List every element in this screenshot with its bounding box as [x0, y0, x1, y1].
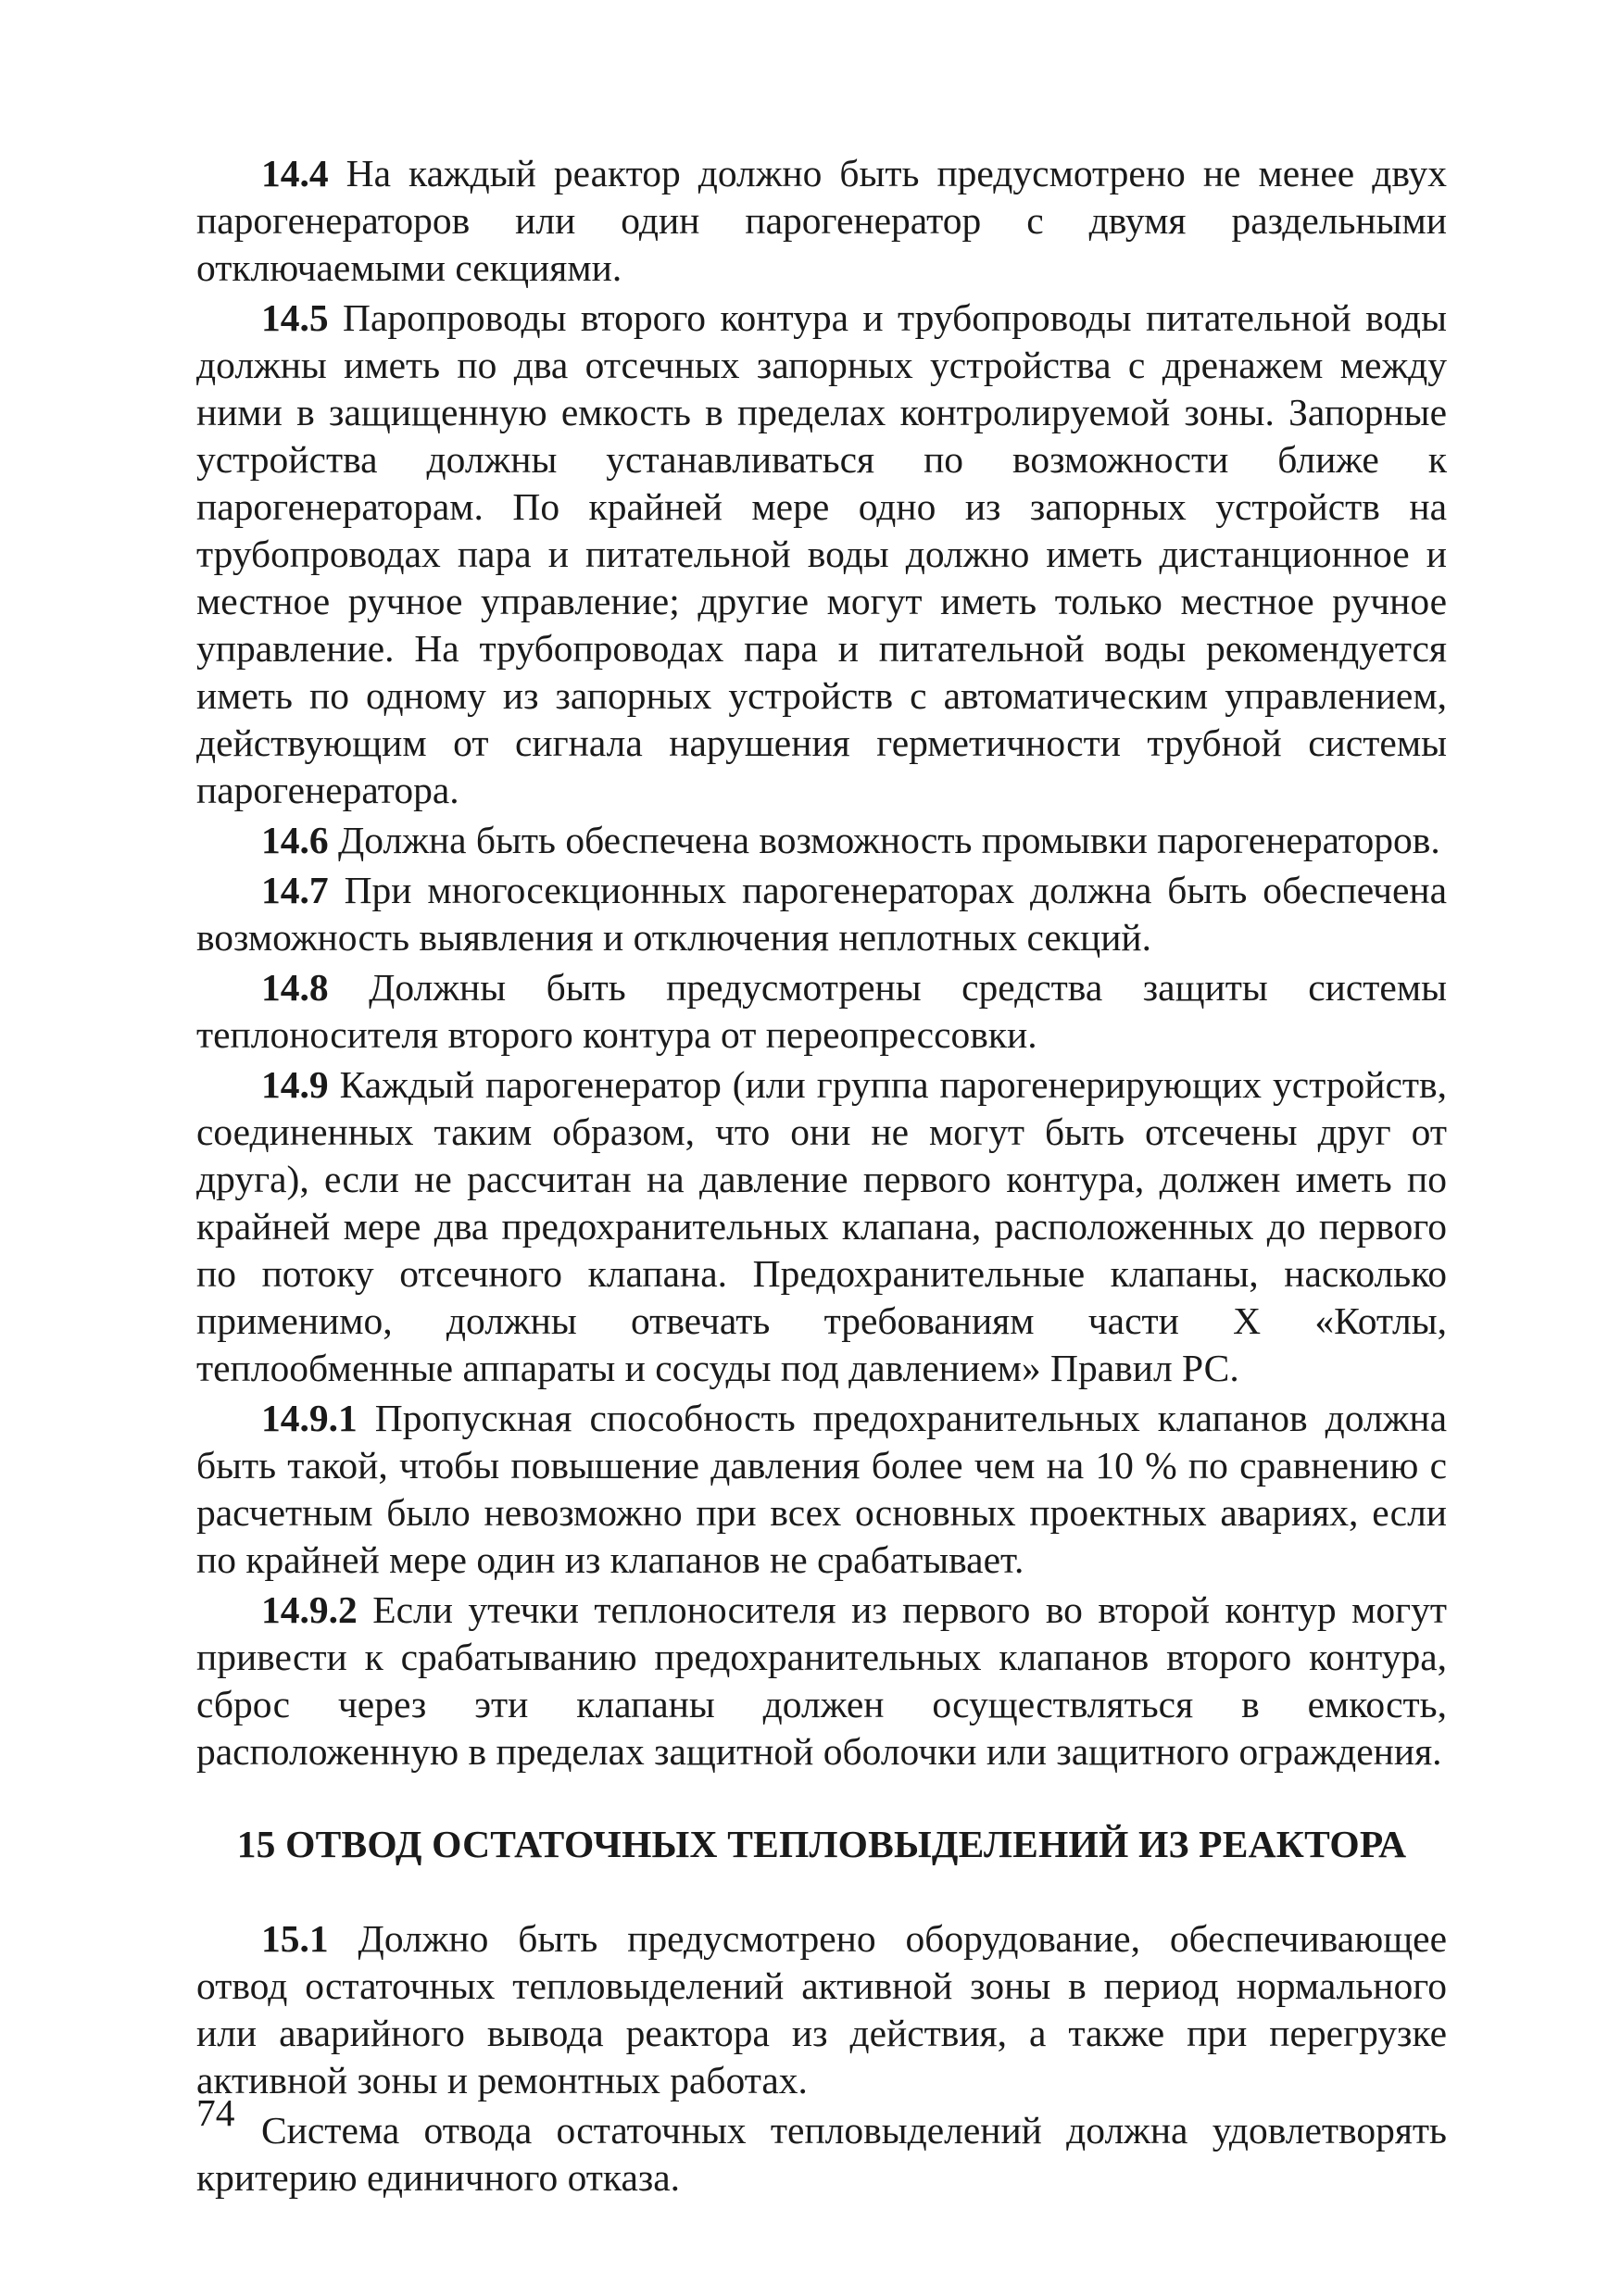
paragraph-14-9-2	[196, 1587, 1447, 1775]
paragraph-14-4	[196, 150, 1447, 292]
clause-number: 14.5	[261, 296, 329, 339]
clause-number: 14.9.2	[261, 1588, 358, 1631]
paragraph-14-9-1	[196, 1395, 1447, 1584]
clause-text: Паропроводы второго контура и трубопроводы питательной воды должны иметь по два отсечных запорных устройства с дренажем между ними в защищенную емкость в пределах контролируемой зоны. Запорные устройства должны устанавливаться по возможности ближе к парогенераторам. По крайней мере одно из запорных устройств на трубопроводах пара и питательной воды должно иметь дистанционное и местное ручное управление; другие могут иметь только местное ручное управление. На трубопроводах пара и питательной воды рекомендуется иметь по одному из запорных устройств с автоматическим управлением, действующим от сигнала нарушения герметичности трубной системы парогенератора.	[196, 296, 1447, 811]
paragraph-14-9	[196, 1061, 1447, 1392]
clause-number: 14.9.1	[261, 1397, 358, 1439]
clause-number: 14.7	[261, 869, 329, 911]
clause-text: Если утечки теплоносителя из первого во второй контур могут привести к срабатыванию предохранительных клапанов второго контура, сброс через эти клапаны должен осуществляться в емкость, расположенную в пределах защитной оболочки или защитного ограждения.	[196, 1588, 1447, 1773]
clause-number: 14.8	[261, 966, 329, 1009]
paragraph-14-8	[196, 964, 1447, 1059]
clause-text: На каждый реактор должно быть предусмотрено не менее двух парогенераторов или один парогенератор с двумя раздельными отключаемыми секциями.	[196, 152, 1447, 289]
clause-text: Каждый парогенератор (или группа парогенерирующих устройств, соединенных таким образом, что они не могут быть отсечены друг от друга), если не рассчитан на давление первого контура, должен иметь по крайней мере два предохранительных клапана, расположенных до первого по потоку отсечного клапана. Предохранительные клапаны, насколько применимо, должны отвечать требованиям части X «Котлы, теплообменные аппараты и сосуды под давлением» Правил РС.	[196, 1063, 1447, 1389]
clause-text: При многосекционных парогенераторах должна быть обеспечена возможность выявления и отключения неплотных секций.	[196, 869, 1447, 959]
paragraph-14-6	[196, 817, 1447, 864]
page-number: 74	[196, 2091, 235, 2134]
paragraph-14-7	[196, 867, 1447, 961]
section-heading: 15 ОТВОД ОСТАТОЧНЫХ ТЕПЛОВЫДЕЛЕНИЙ ИЗ РЕАКТОРА	[236, 1823, 1407, 1865]
document-page	[196, 150, 1447, 2204]
clause-text: Пропускная способность предохранительных клапанов должна быть такой, чтобы повышение давления более чем на 10 % по сравнению с расчетным было невозможно при всех основных проектных авариях, если по крайней мере один из клапанов не срабатывает.	[196, 1397, 1447, 1581]
clause-number: 14.6	[261, 819, 329, 861]
clause-number: 15.1	[261, 1917, 329, 1960]
paragraph-14-5	[196, 295, 1447, 814]
clause-text: Должно быть предусмотрено оборудование, обеспечивающее отвод остаточных тепловыделений активной зоны в период нормального или аварийного вывода реактора из действия, а также при перегрузке активной зоны и ремонтных работах.	[196, 1917, 1447, 2102]
paragraph-15-1	[196, 1915, 1447, 2104]
paragraph-15-1-continued	[196, 2107, 1447, 2202]
clause-number: 14.4	[261, 152, 329, 194]
clause-text: Система отвода остаточных тепловыделений должна удовлетворять критерию единичного отказа.	[196, 2109, 1447, 2199]
clause-number: 14.9	[261, 1063, 329, 1106]
clause-text: Должны быть предусмотрены средства защиты системы теплоносителя второго контура от переопрессовки.	[196, 966, 1447, 1056]
clause-text: Должна быть обеспечена возможность промывки парогенераторов.	[328, 819, 1440, 861]
